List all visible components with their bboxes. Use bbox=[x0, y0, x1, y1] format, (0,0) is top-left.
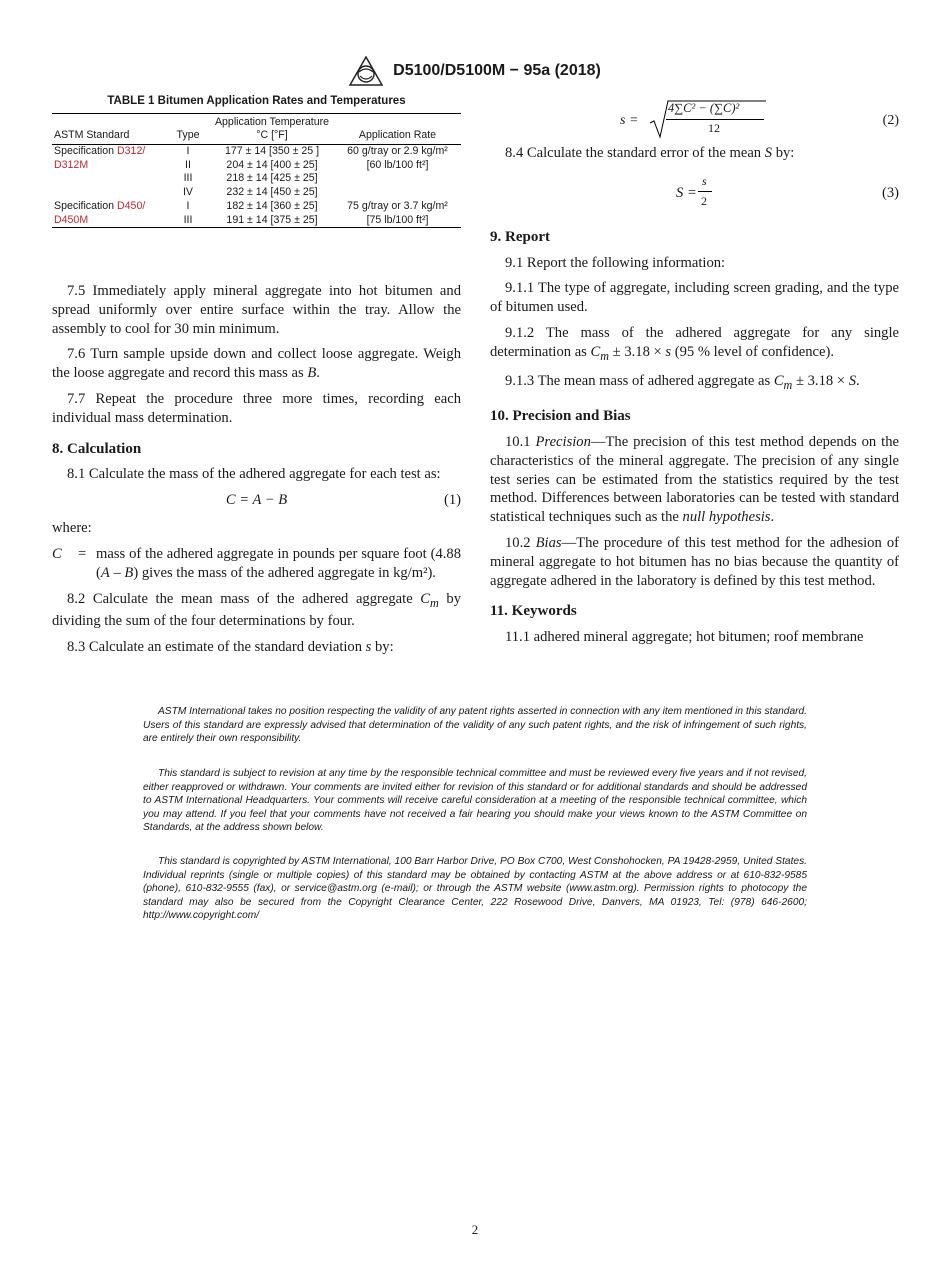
table-cell: [75 lb/100 ft²] bbox=[334, 214, 461, 228]
patent-notice: ASTM International takes no position respecting the validity of any patent rights asserted in connection with any item mentioned in this standard. Users of this standard are expressly advised that determination of the validity of any such patent rights, and the risk of infringement of such rights, are entirely their own responsibility. bbox=[143, 706, 807, 745]
table-cell: 60 g/tray or 2.9 kg/m² bbox=[347, 145, 448, 157]
paragraph-9-1-1: 9.1.1 The type of aggregate, including screen grading, and the type of bitumen used. bbox=[490, 280, 899, 316]
table-header: Application Rate bbox=[334, 114, 461, 145]
spec-link[interactable]: D312/ bbox=[117, 145, 146, 157]
equation-1: C = A − B (1) bbox=[225, 492, 461, 509]
paragraph-9-1: 9.1 Report the following information: bbox=[505, 254, 726, 271]
table-cell: [60 lb/100 ft²] bbox=[366, 158, 429, 171]
table-cell: I bbox=[186, 145, 190, 157]
paragraph-10-2: 10.2 Bias—The procedure of this test method for the adhesion of mineral aggregate to hot bitumen has no bias because the quantity of aggregate adhered in the laboratory is defined by this test method. bbox=[490, 534, 900, 589]
paragraph-10-1: 10.1 Precision—The precision of this test method depends on the characteristics of the mineral aggregate. The precision of any single test series can be estimated from the statistics required by the test method. Differences between laboratories can be tested with standard statistical techniques such as the null hypothesis. bbox=[490, 433, 899, 526]
spec-link[interactable]: D450M bbox=[54, 213, 89, 226]
section-heading: 10. Precision and Bias bbox=[490, 408, 631, 425]
table-header: Type bbox=[166, 114, 210, 145]
table-cell: I bbox=[186, 199, 190, 212]
table-cell: Specification bbox=[54, 199, 118, 212]
table-cell: 232 ± 14 [450 ± 25] bbox=[226, 186, 318, 199]
document-designation: D5100/D5100M − 95a (2018) bbox=[393, 62, 601, 79]
table-cell: II bbox=[185, 158, 191, 171]
table-header: ASTM Standard bbox=[52, 114, 166, 145]
section-heading: 11. Keywords bbox=[490, 603, 577, 620]
table-row bbox=[52, 214, 461, 228]
copyright-notice: This standard is copyrighted by ASTM International, 100 Barr Harbor Drive, PO Box C700, West Conshohocken, PA 19428-2959, United States. Individual reprints (single or multiple copies) of this standard may be obtained by contacting ASTM at the above address or at 610-832-9585 (phone), 610-832-9555 (fax), or service@astm.org (e-mail); or through the ASTM website (www.astm.org). Permission rights to photocopy the standard may also be secured from the Copyright Clearance Center, 222 Rosewood Drive, Danvers, MA 01923, Tel: (978) 646-2600; http://www.copyright.com/ bbox=[143, 856, 807, 922]
table-cell: 75 g/tray or 3.7 kg/m² bbox=[347, 199, 448, 212]
table-cell: 182 ± 14 [360 ± 25] bbox=[226, 199, 318, 212]
table-header: Application Temperature °C [°F] bbox=[210, 114, 334, 145]
table-cell: III bbox=[183, 172, 193, 185]
table-cell: 177 ± 14 [350 ± 25 ] bbox=[224, 145, 320, 157]
table-cell: III bbox=[166, 214, 210, 228]
paragraph-8-3: 8.3 Calculate an estimate of the standard deviation s by: bbox=[67, 639, 394, 656]
table-cell: 204 ± 14 [400 ± 25] bbox=[226, 158, 318, 171]
paragraph-9-1-3: 9.1.3 The mean mass of adhered aggregate as $C_m \pm 3.18 \times S$. bbox=[505, 373, 860, 393]
table-cell: 191 ± 14 [375 ± 25] bbox=[210, 214, 334, 228]
left-column bbox=[52, 282, 461, 664]
table-row bbox=[52, 145, 461, 159]
revision-notice: This standard is subject to revision at any time by the responsible technical committee and must be reviewed every five years and if not revised, either reapproved or withdrawn. Your comments are invited either for revision of this standard or for additional standards and should be addressed to ASTM International Headquarters. Your comments will receive careful consideration at a meeting of the responsible technical committee, which you may attend. If you feel that your comments have not received a fair hearing you should make your views known to the ASTM Committee on Standards, at the address shown below. bbox=[143, 768, 807, 834]
variable-definition: C = mass of the adhered aggregate in pounds per square foot (4.88 (A – B) gives the mass of the adhered aggregate in kg/m²). bbox=[52, 545, 461, 581]
paragraph-11-1: 11.1 adhered mineral aggregate; hot bitumen; roof membrane bbox=[505, 629, 864, 646]
table-row bbox=[52, 186, 461, 200]
table-title: TABLE 1 Bitumen Application Rates and Temperatures bbox=[107, 95, 406, 107]
table-cell: Specification bbox=[54, 145, 118, 157]
equation-2: s = 4∑C² − (∑C)² 12 (2) bbox=[490, 97, 899, 141]
table-row bbox=[52, 200, 461, 214]
where-label: where: bbox=[52, 520, 92, 537]
table-cell: 218 ± 14 [425 ± 25] bbox=[226, 172, 318, 185]
paragraph-8-2: 8.2 Calculate the mean mass of the adhered aggregate $C_m$ by dividing the sum of the four determinations by four. bbox=[52, 590, 461, 630]
spec-link[interactable]: D312M bbox=[54, 158, 89, 171]
paragraph-8-4: 8.4 Calculate the standard error of the mean S by: bbox=[505, 145, 795, 161]
table-row bbox=[52, 159, 461, 173]
bitumen-table bbox=[52, 113, 461, 228]
spec-link[interactable]: D450/ bbox=[117, 199, 146, 212]
paragraph-9-1-2: 9.1.2 The mass of the adhered aggregate for any single determination as $C_m \pm 3.18 \times s$ (95 % level of confidence). bbox=[490, 324, 899, 363]
paragraph-7-6: 7.6 Turn sample upside down and collect loose aggregate. Weigh the loose aggregate and record this mass as B. bbox=[52, 346, 461, 382]
astm-logo-icon bbox=[349, 56, 383, 86]
page-number: 2 bbox=[471, 1222, 479, 1237]
paragraph-7-7: 7.7 Repeat the procedure three more times, recording each individual mass determination. bbox=[52, 390, 461, 426]
paragraph-7-5: 7.5 Immediately apply mineral aggregate into hot bitumen and spread uniformly over entire surface within the tray. Allow the assembly to cool for 30 min minimum. bbox=[52, 283, 461, 337]
page-header bbox=[0, 56, 950, 86]
section-heading: 8. Calculation bbox=[52, 440, 142, 457]
section-heading: 9. Report bbox=[490, 228, 550, 245]
equation-3: S = s 2 (3) bbox=[676, 173, 899, 208]
right-column bbox=[490, 144, 899, 654]
table-cell: IV bbox=[182, 186, 193, 199]
table-row bbox=[52, 172, 461, 186]
paragraph-8-1: 8.1 Calculate the mass of the adhered aggregate for each test as: bbox=[67, 466, 441, 483]
